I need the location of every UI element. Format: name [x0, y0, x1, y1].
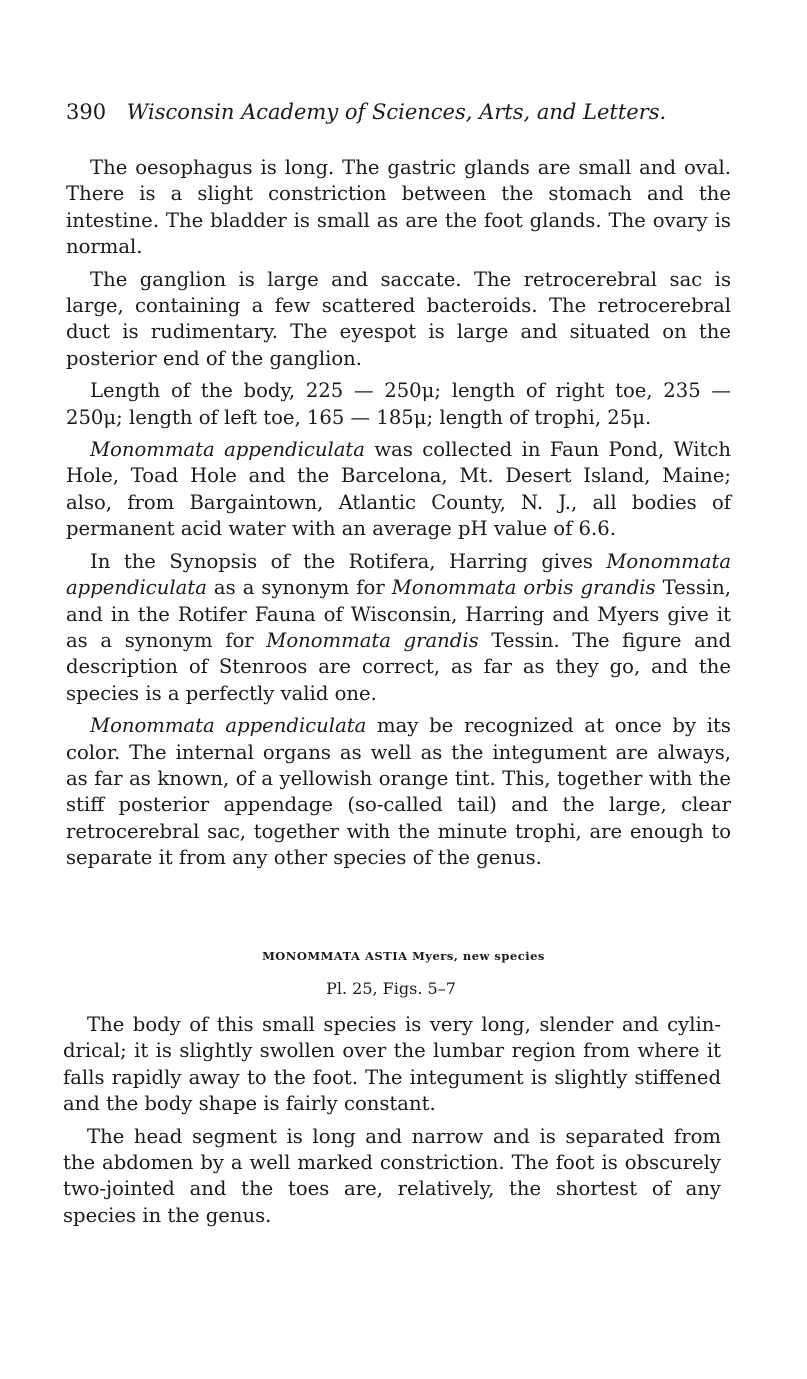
species-name: Monommata orbis grandis [391, 576, 656, 600]
running-header [66, 100, 666, 124]
journal-title: Wisconsin Academy of Sciences, Arts, and Letters. [126, 100, 667, 124]
paragraph-oesophagus: The oesophagus is long. The gastric glands are small and oval. There is a slight constriction between the stomach and the intestine. The bladder is small as are the foot glands. The ovary is normal. [66, 156, 731, 259]
plate-reference: Pl. 25, Figs. 5–7 [326, 979, 456, 998]
body-text-block [66, 155, 731, 872]
paragraph-collection: Monommata appendiculata was collected in Faun Pond, Witch Hole, Toad Hole and the Barcelona, Mt. Desert Island, Maine; also, from Bargaintown, Atlantic County, N. J., all bodies of permanent acid water with an average pH value of 6.6. [66, 438, 731, 541]
page-number: 390 [66, 100, 107, 124]
species-description-block [63, 1012, 721, 1229]
species-heading-name: MONOMMATA ASTIA [262, 949, 408, 963]
species-heading-author: Myers, new species [412, 949, 545, 963]
species-heading [0, 949, 807, 963]
paragraph-recognition: Monommata appendiculata may be recognized at once by its color. The internal organs as well as the integument are always, as far as known, of a yellowish orange tint. This, together with the stiff posterior appendage (so-called tail) and the large, clear retrocerebral sac, together with the minute trophi, are enough to separate it from any other species of the genus. [66, 714, 731, 870]
species-name: Monommata appendiculata [90, 438, 365, 462]
paragraph-synonymy: In the Synopsis of the Rotifera, Harring gives Monommata appendiculata as a synonym for Monommata orbis grandis Tessin, and in the Rotifer Fauna of Wisconsin, Harring and Myers give it as a synonym for Monommata grandis Tessin. The figure and description of Stenroos are correct, as far as they go, and the species is a perfectly valid one. [66, 549, 731, 705]
paragraph-body-shape: The body of this small species is very long, slender and cylindrical; it is slightly swollen over the lumbar region from where it falls rapidly away to the foot. The integument is slightly stiffened and the body shape is fairly constant. [63, 1013, 721, 1116]
species-name: Monommata appendiculata [66, 549, 731, 600]
paragraph-ganglion: The ganglion is large and saccate. The retrocerebral sac is large, containing a few scattered bacteroids. The retrocerebral duct is rudimentary. The eyespot is large and situated on the posterior end of the ganglion. [66, 267, 731, 370]
paragraph-head-segment: The head segment is long and narrow and is separated from the abdomen by a well marked constriction. The foot is obscurely two-jointed and the toes are, relatively, the shortest of any species in the genus. [63, 1124, 721, 1227]
paragraph-measurements: Length of the body, 225 — 250μ; length of right toe, 235 — 250μ; length of left toe, 165 — 185μ; length of trophi, 25μ. [66, 379, 731, 429]
species-name: Monommata appendiculata [90, 714, 367, 738]
species-name: Monommata grandis [266, 628, 479, 652]
